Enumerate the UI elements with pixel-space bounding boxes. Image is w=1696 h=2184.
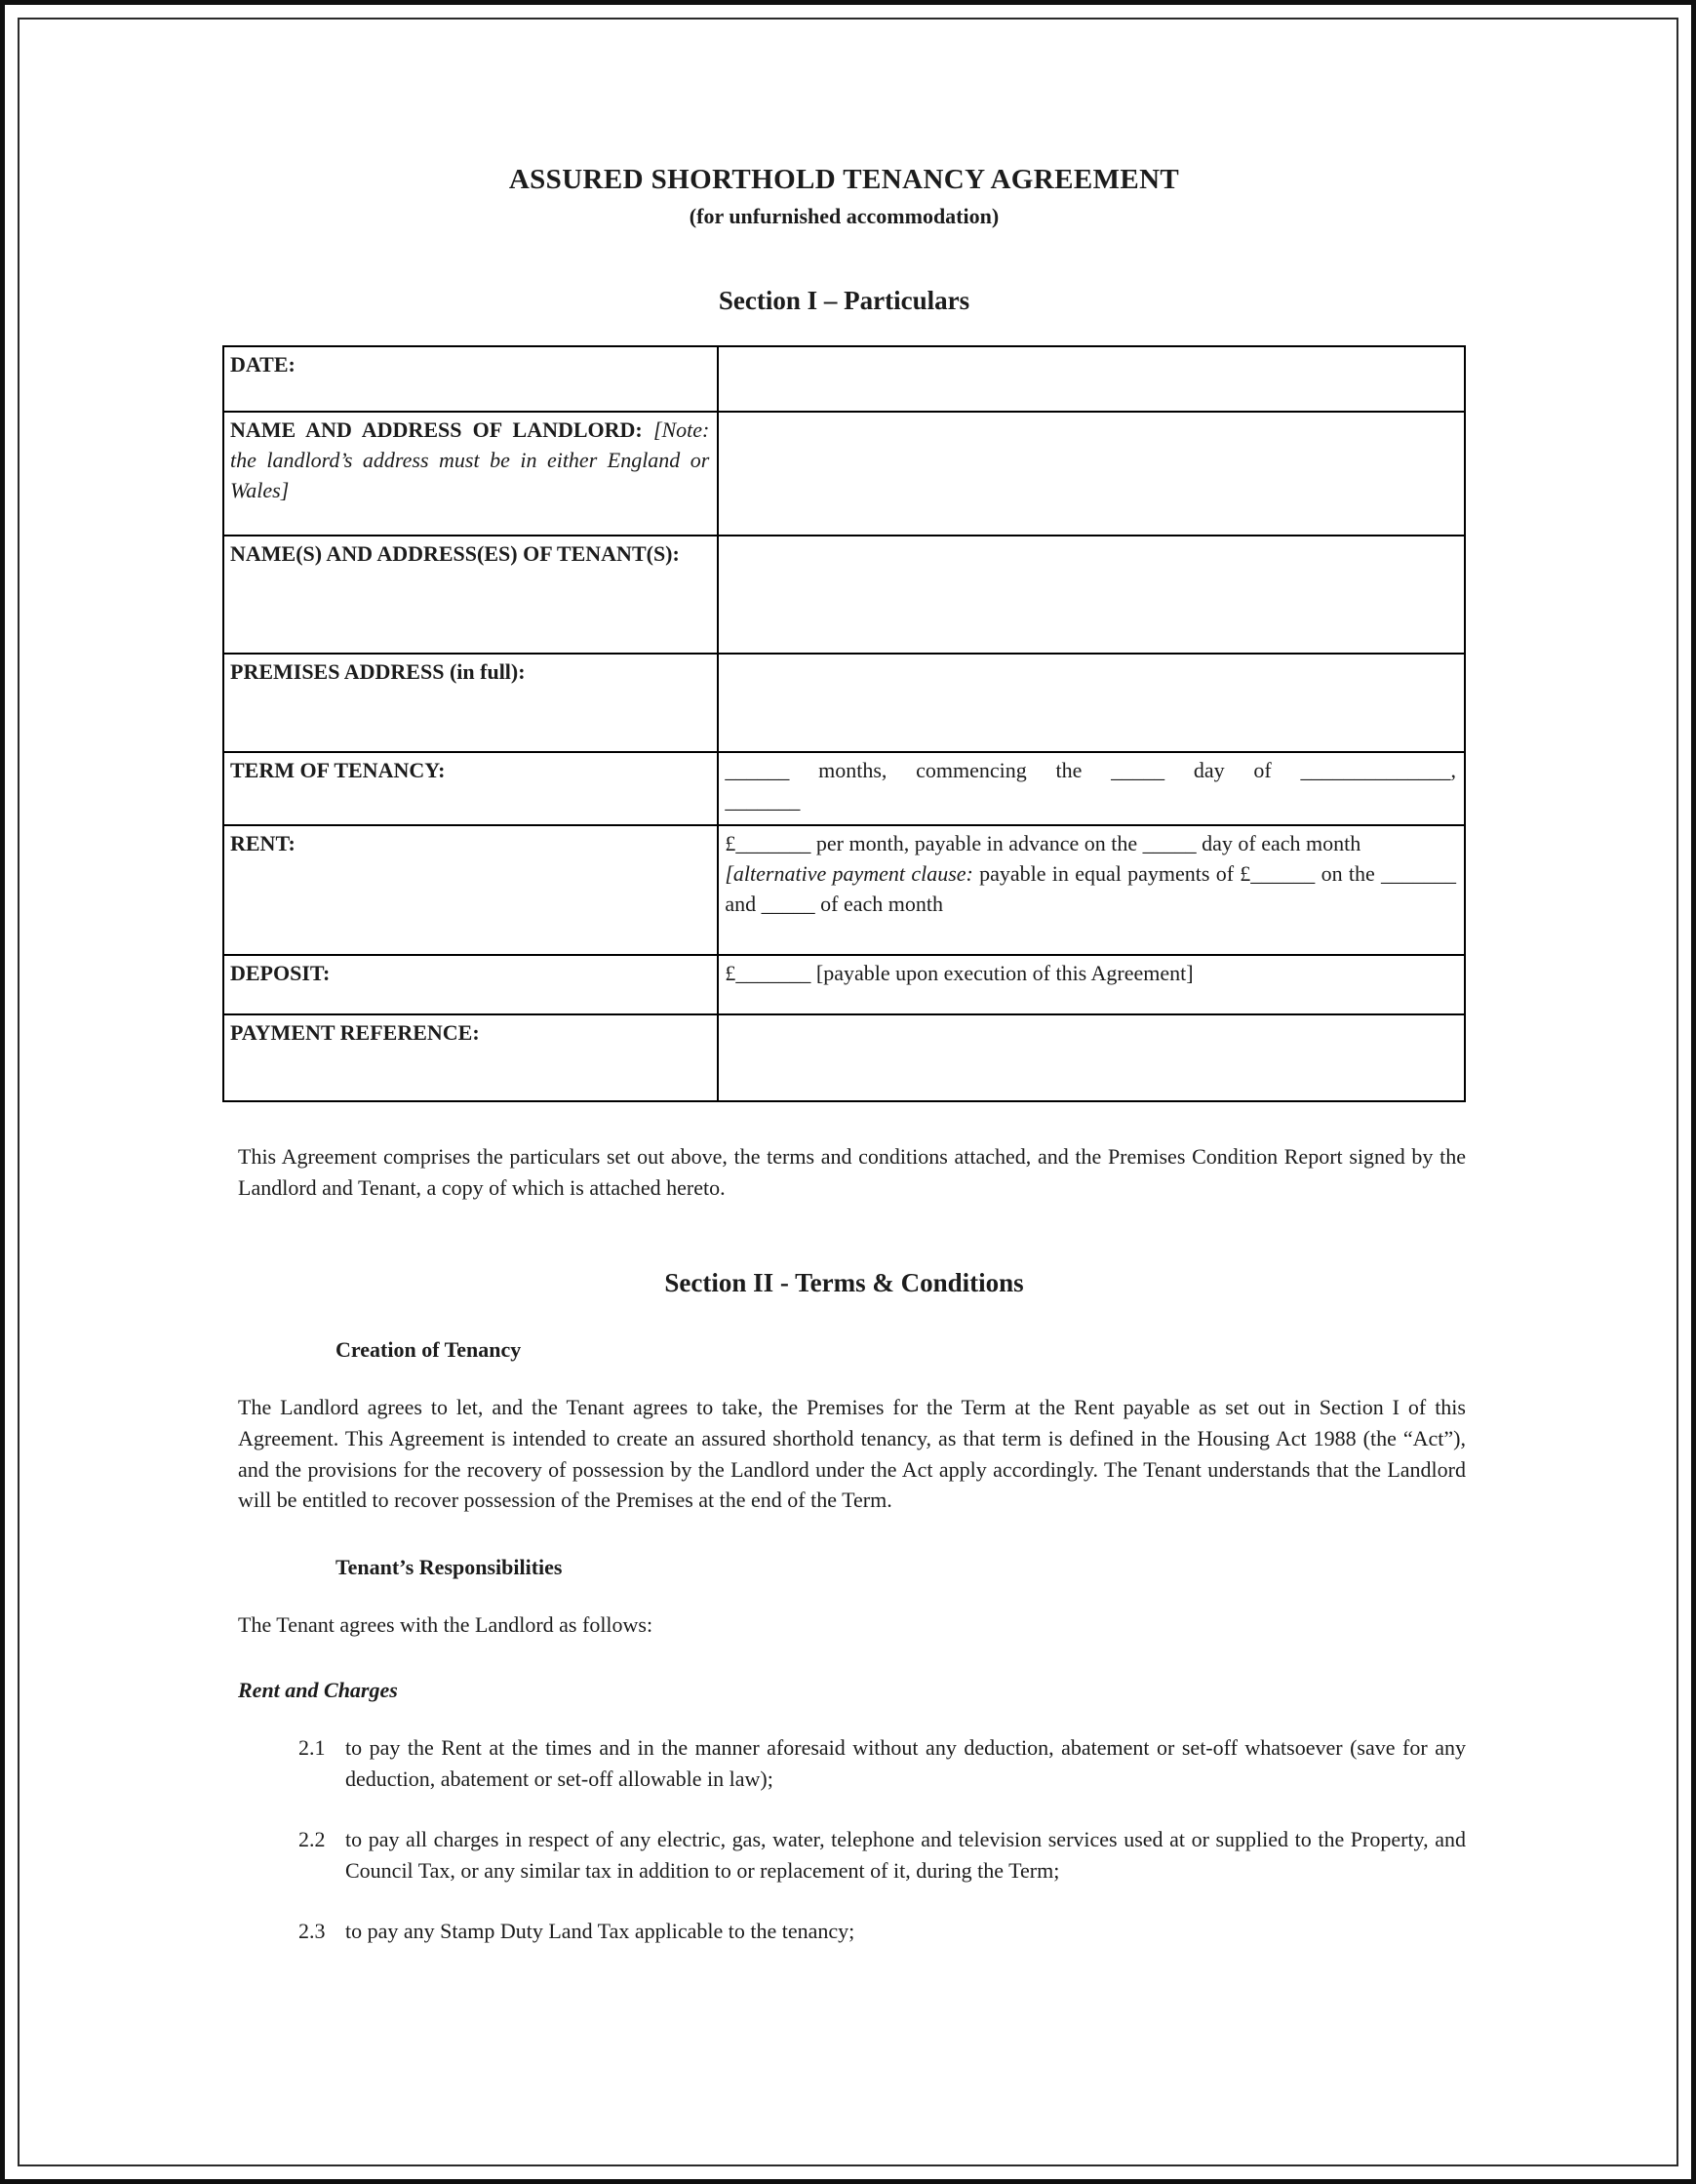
term-item-number: 2.3: [298, 1918, 326, 1943]
term-item-text: to pay the Rent at the times and in the manner aforesaid without any deduction, abatement or set-off whatsoever (save for any deduction, abatement or set-off allowable in law);: [345, 1735, 1466, 1792]
term-value-line1: ______ months, commencing the _____ day of ______________,: [725, 758, 1456, 782]
table-row-date: [223, 346, 1465, 412]
landlord-note: [Note: the landlord’s address must be in either England or Wales]: [230, 417, 710, 502]
table-row-landlord: [223, 412, 1465, 536]
particulars-table: [222, 345, 1466, 1102]
section2-heading: Section II - Terms & Conditions: [664, 1267, 1024, 1297]
page-inner-border: [18, 18, 1678, 2166]
term-item-number: 2.2: [298, 1827, 326, 1852]
term-value-line2: _______: [725, 787, 801, 813]
landlord-value-cell: [718, 412, 1465, 536]
rent-and-charges-heading: Rent and Charges: [238, 1678, 398, 1703]
term-item-2-3: [298, 1916, 1466, 1947]
term-item-text: to pay all charges in respect of any electric, gas, water, telephone and television services used at or supplied to the Property, and Council Tax, or any similar tax in addition to or replacement of it, during the Term;: [345, 1827, 1466, 1883]
rent-label: RENT:: [223, 825, 718, 955]
deposit-label: DEPOSIT:: [223, 955, 718, 1014]
tenant-responsibilities-intro: The Tenant agrees with the Landlord as follows:: [238, 1612, 653, 1638]
tenant-responsibilities-heading: Tenant’s Responsibilities: [335, 1555, 563, 1580]
document-title: ASSURED SHORTHOLD TENANCY AGREEMENT: [508, 164, 1180, 195]
deposit-value: £_______ [payable upon execution of this Agreement]: [718, 955, 1465, 1014]
premises-value-cell: [718, 654, 1465, 752]
creation-of-tenancy-body: The Landlord agrees to let, and the Tenant agrees to take, the Premises for the Term at the Rent payable as set out in Section I of this Agreement. This Agreement is intended to create an assured shorthold tenancy, as that term is defined in the Housing Act 1988 (the “Act”), and the provisions for the recovery of possession by the Landlord under the Act apply accordingly. The Tenant understands that the Landlord will be entitled to recover possession of the Premises at the end of the Term.: [238, 1394, 1466, 1513]
payment-reference-label: PAYMENT REFERENCE:: [223, 1014, 718, 1101]
table-row-tenant: [223, 536, 1465, 654]
premises-label: PREMISES ADDRESS (in full):: [223, 654, 718, 752]
table-row-premises: [223, 654, 1465, 752]
term-item-2-2: [298, 1824, 1466, 1886]
table-row-rent: [223, 825, 1465, 955]
date-label: DATE:: [223, 346, 718, 412]
rent-value-cell: [718, 825, 1465, 955]
table-row-payment-reference: [223, 1014, 1465, 1101]
term-label: TERM OF TENANCY:: [223, 752, 718, 825]
creation-of-tenancy-heading: Creation of Tenancy: [335, 1336, 522, 1362]
payment-reference-value-cell: [718, 1014, 1465, 1101]
landlord-label-cell: [223, 412, 718, 536]
date-value-cell: [718, 346, 1465, 412]
table-row-term: [223, 752, 1465, 825]
table-row-deposit: [223, 955, 1465, 1014]
rent-alt-clause-rest: payable in equal payments of £______ on the _______ and _____ of each month: [725, 860, 1456, 916]
term-item-2-1: [298, 1732, 1466, 1795]
document-subtitle: (for unfurnished accommodation): [689, 204, 1000, 228]
tenant-value-cell: [718, 536, 1465, 654]
rent-value-line2: [725, 859, 1456, 920]
agreement-note: This Agreement comprises the particulars set out above, the terms and conditions attached, and the Premises Condition Report signed by the Landlord and Tenant, a copy of which is attached hereto.: [238, 1144, 1466, 1200]
rent-alt-clause-italic: [alternative payment clause:: [725, 860, 973, 886]
section1-heading: Section I – Particulars: [718, 286, 970, 315]
term-item-number: 2.1: [298, 1735, 326, 1761]
landlord-label: NAME AND ADDRESS OF LANDLORD:: [230, 417, 643, 442]
term-item-text: to pay any Stamp Duty Land Tax applicable to the tenancy;: [345, 1918, 855, 1943]
tenant-label: NAME(S) AND ADDRESS(ES) OF TENANT(S):: [223, 536, 718, 654]
term-value-cell: [718, 752, 1465, 825]
rent-value-line1: £_______ per month, payable in advance on the _____ day of each month: [725, 831, 1361, 855]
